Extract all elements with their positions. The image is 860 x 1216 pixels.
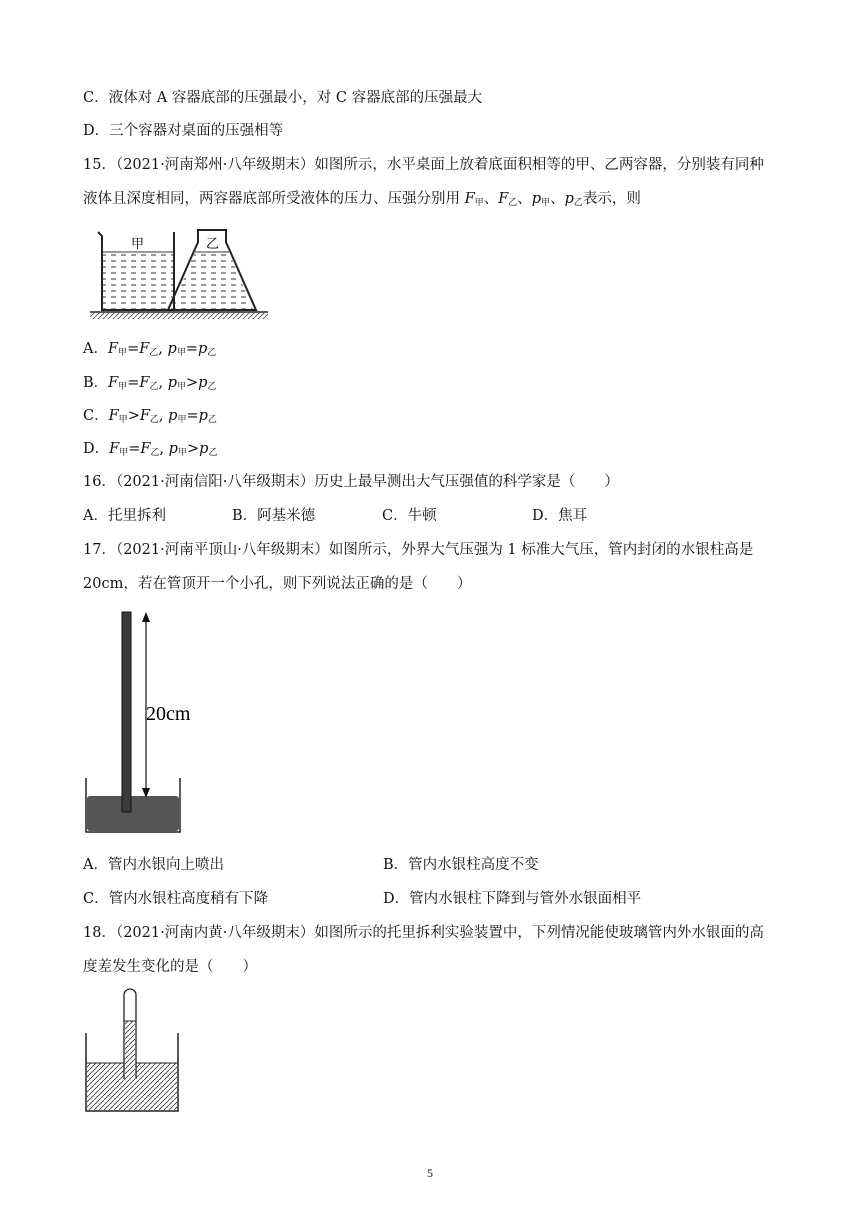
- q15-option: [83, 406, 217, 430]
- q15-option-sym: F: [139, 341, 150, 357]
- q15-option-sym: F: [139, 408, 150, 424]
- q15-option-rel: =: [127, 341, 140, 357]
- q15-option-sub: 乙: [150, 448, 160, 458]
- q15-option-sym: p: [198, 375, 208, 391]
- q15-option-comma: ,: [158, 375, 168, 391]
- q15-option-letter: D．: [83, 441, 110, 457]
- q16-option-a: A．托里拆利: [83, 508, 166, 524]
- q15-option-sym: p: [197, 341, 208, 357]
- q15-option-sym: F: [108, 408, 119, 424]
- q15-sep: 、: [517, 191, 532, 207]
- q15-option: [83, 373, 216, 397]
- q15-stem-prefix: 液体且深度相同，两容器底部所受液体的压力、压强分别用: [83, 191, 460, 207]
- q15-option-sub: 甲: [119, 448, 129, 458]
- q15-option-sub: 乙: [207, 415, 217, 425]
- q15-option-rel: >: [186, 441, 200, 457]
- q15-ground-hatch: [90, 313, 268, 319]
- q17-stem-line2: 20cm，若在管顶开一个小孔，则下列说法正确的是（ ）: [83, 576, 472, 592]
- q15-option: [83, 339, 216, 363]
- q15-option-sym: p: [168, 408, 178, 424]
- q16-stem: 16．（2021·河南信阳·八年级期末）历史上最早测出大气压强值的科学家是（ ）: [83, 474, 619, 490]
- q15-option-sub: 甲: [118, 382, 128, 392]
- q15-option-sub: 甲: [118, 348, 128, 358]
- q15-option-sub: 乙: [149, 415, 159, 425]
- q15-stem-suffix: 表示，则: [582, 191, 641, 207]
- q15-sub: 乙: [508, 198, 518, 208]
- q15-option-sub: 甲: [177, 415, 187, 425]
- q17-option-b: B．管内水银柱高度不变: [383, 857, 539, 873]
- q15-option-sym: p: [167, 375, 177, 391]
- q15-option-comma: ,: [158, 341, 168, 357]
- q17-option-a: A．管内水银向上喷出: [83, 857, 224, 873]
- q15-option-sym: F: [140, 441, 151, 457]
- q15-stem-line2: [83, 189, 641, 213]
- q15-sym-F-yi: F: [498, 191, 509, 207]
- q15-option-sym: p: [198, 408, 208, 424]
- page-number: 5: [427, 1166, 433, 1180]
- q15-option-sym: F: [108, 375, 119, 391]
- q14-option-d: D．三个容器对桌面的压强相等: [83, 123, 284, 139]
- q15-option-comma: ,: [159, 441, 169, 457]
- q17-height-label: 20cm: [146, 703, 191, 725]
- q15-option: [83, 439, 217, 463]
- q15-stem-line1: 15．（2021·河南郑州·八年级期末）如图所示，水平桌面上放着底面积相等的甲、乙两容器，分别装有同种: [83, 157, 764, 173]
- q15-option-rel: >: [186, 375, 199, 391]
- q18-figure: [84, 985, 184, 1115]
- q15-option-sym: F: [109, 441, 120, 457]
- q15-label-jia: 甲: [131, 237, 145, 252]
- q15-option-sym: p: [168, 441, 178, 457]
- q17-option-d: D．管内水银柱下降到与管外水银面相平: [383, 891, 642, 907]
- q15-option-sub: 乙: [208, 448, 218, 458]
- q15-option-sub: 甲: [176, 348, 186, 358]
- q15-option-sub: 乙: [207, 348, 217, 358]
- q16-option-b: B．阿基米德: [232, 508, 316, 524]
- q15-option-sub: 甲: [176, 382, 186, 392]
- q14-option-c: C．液体对 A 容器底部的压强最小，对 C 容器底部的压强最大: [83, 90, 483, 106]
- q15-option-sym: F: [139, 375, 150, 391]
- q15-option-sub: 甲: [177, 448, 187, 458]
- q15-option-sub: 乙: [207, 382, 217, 392]
- q15-sub: 乙: [573, 198, 583, 208]
- q15-sub: 甲: [474, 198, 484, 208]
- q16-option-c: C．牛顿: [382, 508, 437, 524]
- q15-option-sub: 乙: [149, 382, 159, 392]
- q15-option-rel: >: [127, 408, 140, 424]
- q16-option-d: D．焦耳: [532, 508, 588, 524]
- q15-option-sym: p: [167, 341, 177, 357]
- q17-option-c: C．管内水银柱高度稍有下降: [83, 891, 269, 907]
- q15-option-rel: =: [186, 408, 199, 424]
- q17-tube: [122, 612, 131, 812]
- q15-sep: 、: [550, 191, 565, 207]
- q15-option-sym: F: [107, 341, 119, 357]
- q15-option-letter: A．: [83, 341, 108, 357]
- q15-option-letter: C．: [83, 408, 109, 424]
- q17-mercury-basin: [87, 796, 179, 831]
- q15-option-rel: =: [128, 441, 141, 457]
- q18-mercury-column: [125, 1021, 135, 1079]
- q15-option-rel: =: [185, 341, 198, 357]
- q18-stem-line1: 18．（2021·河南内黄·八年级期末）如图所示的托里拆利实验装置中，下列情况能使玻璃管内外水银面的高: [83, 925, 764, 941]
- q15-liquid-right: [171, 252, 253, 309]
- q15-liquid-left: [103, 252, 173, 309]
- q15-sym-p-yi: p: [564, 191, 574, 207]
- q15-option-sub: 乙: [149, 348, 159, 358]
- q15-option-rel: =: [127, 375, 140, 391]
- q15-option-comma: ,: [158, 408, 169, 424]
- q17-stem-line1: 17．（2021·河南平顶山·八年级期末）如图所示，外界大气压强为 1 标准大气压，管内封闭的水银柱高是: [83, 542, 754, 558]
- q15-figure: [90, 222, 280, 322]
- q15-option-letter: B．: [83, 375, 109, 391]
- q17-figure: [84, 608, 194, 838]
- q15-sym-p-jia: p: [531, 191, 542, 207]
- q15-sym-F-jia: F: [464, 191, 475, 207]
- q15-sub: 甲: [541, 198, 551, 208]
- q15-label-yi: 乙: [206, 237, 220, 252]
- q15-option-sym: p: [199, 441, 209, 457]
- q15-sep: 、: [483, 191, 499, 207]
- q15-option-sub: 甲: [118, 415, 128, 425]
- q18-stem-line2: 度差发生变化的是（ ）: [83, 959, 257, 975]
